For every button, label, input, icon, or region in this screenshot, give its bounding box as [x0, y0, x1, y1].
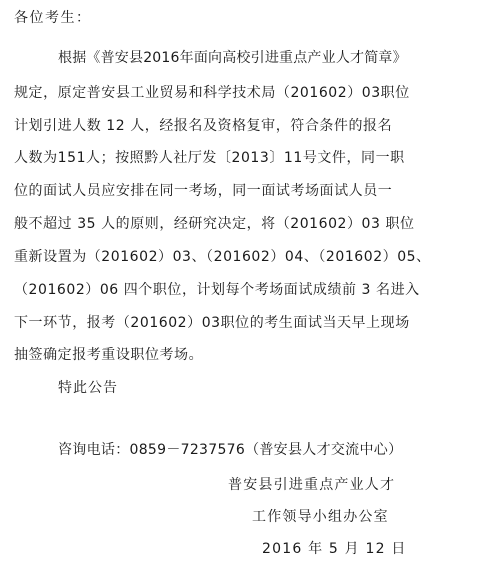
- paragraph-line: 计划引进人数 12 人，经报名及资格复审，符合条件的报名: [14, 118, 393, 134]
- signature-date: 2016 年 5 月 12 日: [262, 541, 407, 557]
- paragraph-line: 规定，原定普安县工业贸易和科学技术局（201602）03职位: [14, 85, 410, 101]
- paragraph-line: 位的面试人员应安排在同一考场，同一面试考场面试人员一: [14, 183, 393, 199]
- signature-org-line2: 工作领导小组办公室: [252, 509, 389, 525]
- paragraph-line: 重新设置为（201602）03、（201602）04、（201602）05、: [14, 249, 431, 265]
- paragraph-line: 下一环节，报考（201602）03职位的考生面试当天早上现场: [14, 315, 410, 331]
- paragraph-line: 人数为151人；按照黔人社厅发〔2013〕11号文件，同一职: [14, 150, 405, 166]
- contact-info: 咨询电话：0859－7237576（普安县人才交流中心）: [58, 442, 403, 458]
- paragraph-line: 根据《普安县2016年面向高校引进重点产业人才简章》: [58, 50, 407, 66]
- signature-org-line1: 普安县引进重点产业人才: [228, 477, 396, 493]
- paragraph-line: 般不超过 35 人的原则，经研究决定，将（201602）03 职位: [14, 216, 415, 232]
- closing-remark: 特此公告: [58, 380, 118, 396]
- greeting: 各位考生：: [14, 10, 92, 26]
- paragraph-line: 抽签确定报考重设职位考场。: [14, 347, 204, 363]
- paragraph-line: （201602）06 四个职位，计划每个考场面试成绩前 3 名进入: [14, 282, 420, 298]
